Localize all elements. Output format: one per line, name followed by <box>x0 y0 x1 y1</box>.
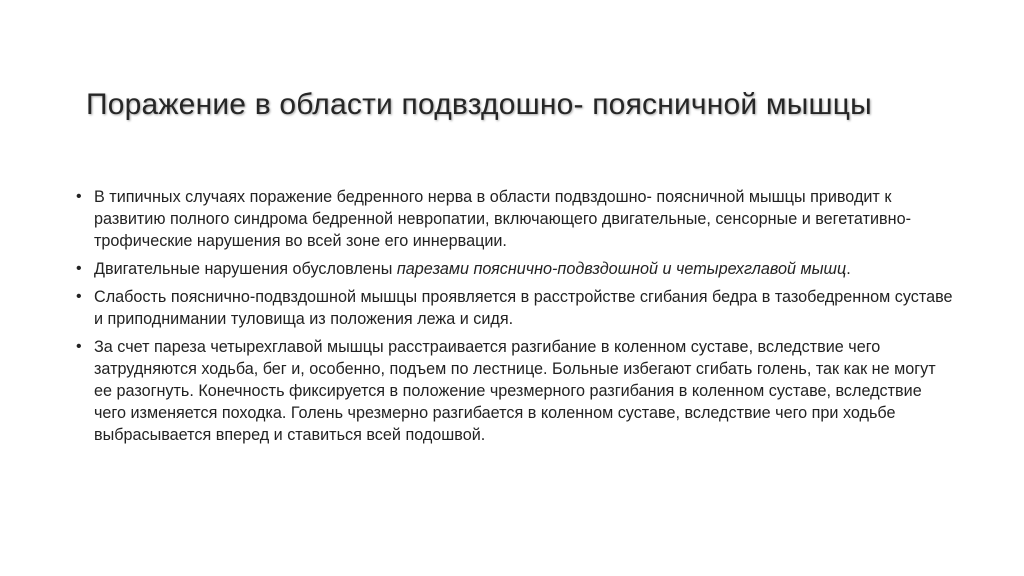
slide-content <box>76 186 956 452</box>
bullet-icon: • <box>76 188 82 205</box>
bullet-item <box>76 336 956 446</box>
slide-title: Поражение в области подвздошно- поясничной мышцы <box>86 88 872 121</box>
bullet-text-italic: парезами пояснично-подвздошной и четырехглавой мышц <box>396 260 847 278</box>
bullet-item <box>76 186 956 252</box>
bullet-icon: • <box>76 260 82 277</box>
bullet-icon: • <box>76 338 82 355</box>
bullet-item <box>76 286 956 330</box>
bullet-text-end: . <box>846 260 851 278</box>
bullet-icon: • <box>76 288 82 305</box>
bullet-text: Слабость пояснично-подвздошной мышцы проявляется в расстройстве сгибания бедра в тазобедренном суставе и приподнимании туловища из положения лежа и сидя. <box>94 288 953 328</box>
bullet-item <box>76 258 956 280</box>
bullet-text: За счет пареза четырехглавой мышцы расстраивается разгибание в коленном суставе, вследствие чего затрудняются ходьба, бег и, особенно, подъем по лестнице. Больные избегают сгибать голень, так как не могут ее разогнуть. Конечность фиксируется в положение чрезмерного разгибания в коленном суставе, вследствие чего изменяется походка. Голень чрезмерно разгибается в коленном суставе, вследствие чего при ходьбе выбрасывается вперед и ставиться всей подошвой. <box>94 338 936 444</box>
bullet-text: В типичных случаях поражение бедренного нерва в области подвздошно- поясничной мышцы приводит к развитию полного синдрома бедренной невропатии, включающего двигательные, сенсорные и вегетативно- трофические нарушения во всей зоне его иннервации. <box>94 188 911 250</box>
bullet-text: Двигательные нарушения обусловлены <box>94 260 397 278</box>
bullet-list <box>76 186 956 446</box>
